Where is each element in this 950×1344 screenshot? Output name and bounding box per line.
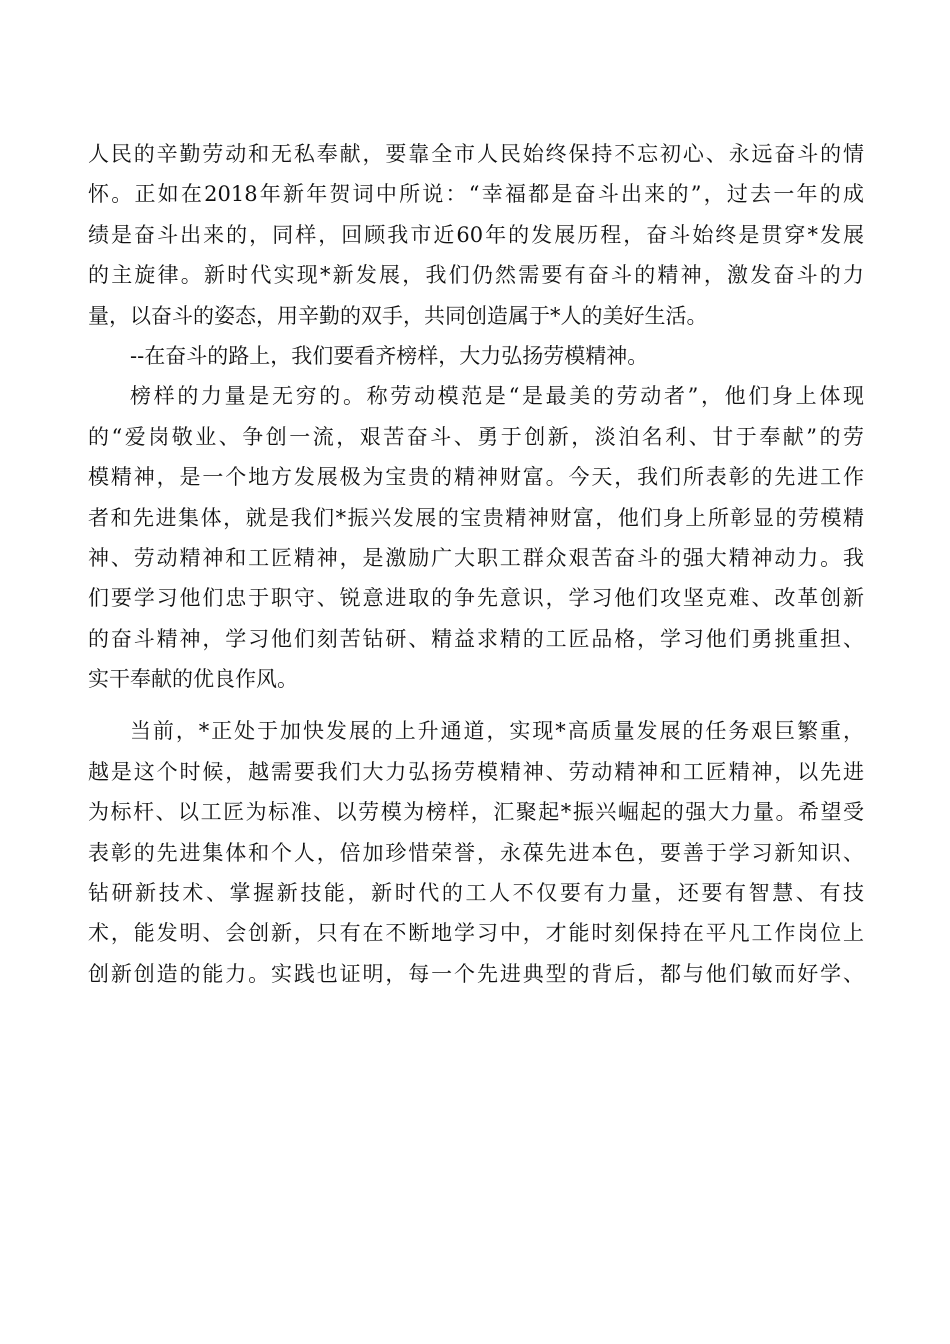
paragraph-2 (88, 336, 864, 376)
paragraph-3 (88, 376, 864, 699)
text-line: 神、劳动精神和工匠精神，是激励广大职工群众艰苦奋斗的强大精神动力。我 (88, 545, 864, 570)
text-line: 当前，*正处于加快发展的上升通道，实现*高质量发展的任务艰巨繁重， (130, 719, 864, 744)
paragraph-1 (88, 134, 864, 336)
text-line: 钻研新技术、掌握新技能，新时代的工人不仅要有力量，还要有智慧、有技 (88, 881, 864, 906)
text-line: 者和先进集体，就是我们*振兴发展的宝贵精神财富，他们身上所彰显的劳模精 (88, 505, 864, 530)
text-line: 越是这个时候，越需要我们大力弘扬劳模精神、劳动精神和工匠精神，以先进 (88, 759, 864, 784)
text-line: 为标杆、以工匠为标准、以劳模为榜样，汇聚起*振兴崛起的强大力量。希望受 (88, 800, 864, 825)
section-heading: --在奋斗的路上，我们要看齐榜样，大力弘扬劳模精神。 (130, 343, 649, 368)
text-line: 的“爱岗敬业、争创一流，艰苦奋斗、勇于创新，淡泊名利、甘于奉献”的劳 (88, 424, 864, 449)
text-line: 的主旋律。新时代实现*新发展，我们仍然需要有奋斗的精神，激发奋斗的力 (88, 263, 864, 288)
text-line: 绩是奋斗出来的，同样，回顾我市近60年的发展历程，奋斗始终是贯穿*发展 (88, 222, 864, 247)
text-line: 量，以奋斗的姿态，用辛勤的双手，共同创造属于*人的美好生活。 (88, 303, 708, 328)
text-line: 们要学习他们忠于职守、锐意进取的争先意识，学习他们攻坚克难、改革创新 (88, 586, 864, 611)
text-line: 创新创造的能力。实践也证明，每一个先进典型的背后，都与他们敏而好学、 (88, 961, 864, 986)
text-line: 模精神，是一个地方发展极为宝贵的精神财富。今天，我们所表彰的先进工作 (88, 465, 864, 490)
text-line: 人民的辛勤劳动和无私奉献，要靠全市人民始终保持不忘初心、永远奋斗的情 (88, 142, 864, 166)
text-line: 术，能发明、会创新，只有在不断地学习中，才能时刻保持在平凡工作岗位上 (88, 921, 864, 946)
text-line: 怀。正如在2018年新年贺词中所说：“幸福都是奋斗出来的”，过去一年的成 (88, 182, 864, 207)
text-line: 的奋斗精神，学习他们刻苦钻研、精益求精的工匠品格，学习他们勇挑重担、 (88, 626, 864, 651)
text-line: 实干奉献的优良作风。 (88, 667, 298, 692)
document-body (88, 134, 864, 994)
text-line: 榜样的力量是无穷的。称劳动模范是“是最美的劳动者”，他们身上体现 (130, 384, 864, 409)
text-line: 表彰的先进集体和个人，倍加珍惜荣誉，永葆先进本色，要善于学习新知识、 (88, 840, 864, 865)
paragraph-gap (88, 699, 864, 711)
paragraph-4 (88, 711, 864, 994)
